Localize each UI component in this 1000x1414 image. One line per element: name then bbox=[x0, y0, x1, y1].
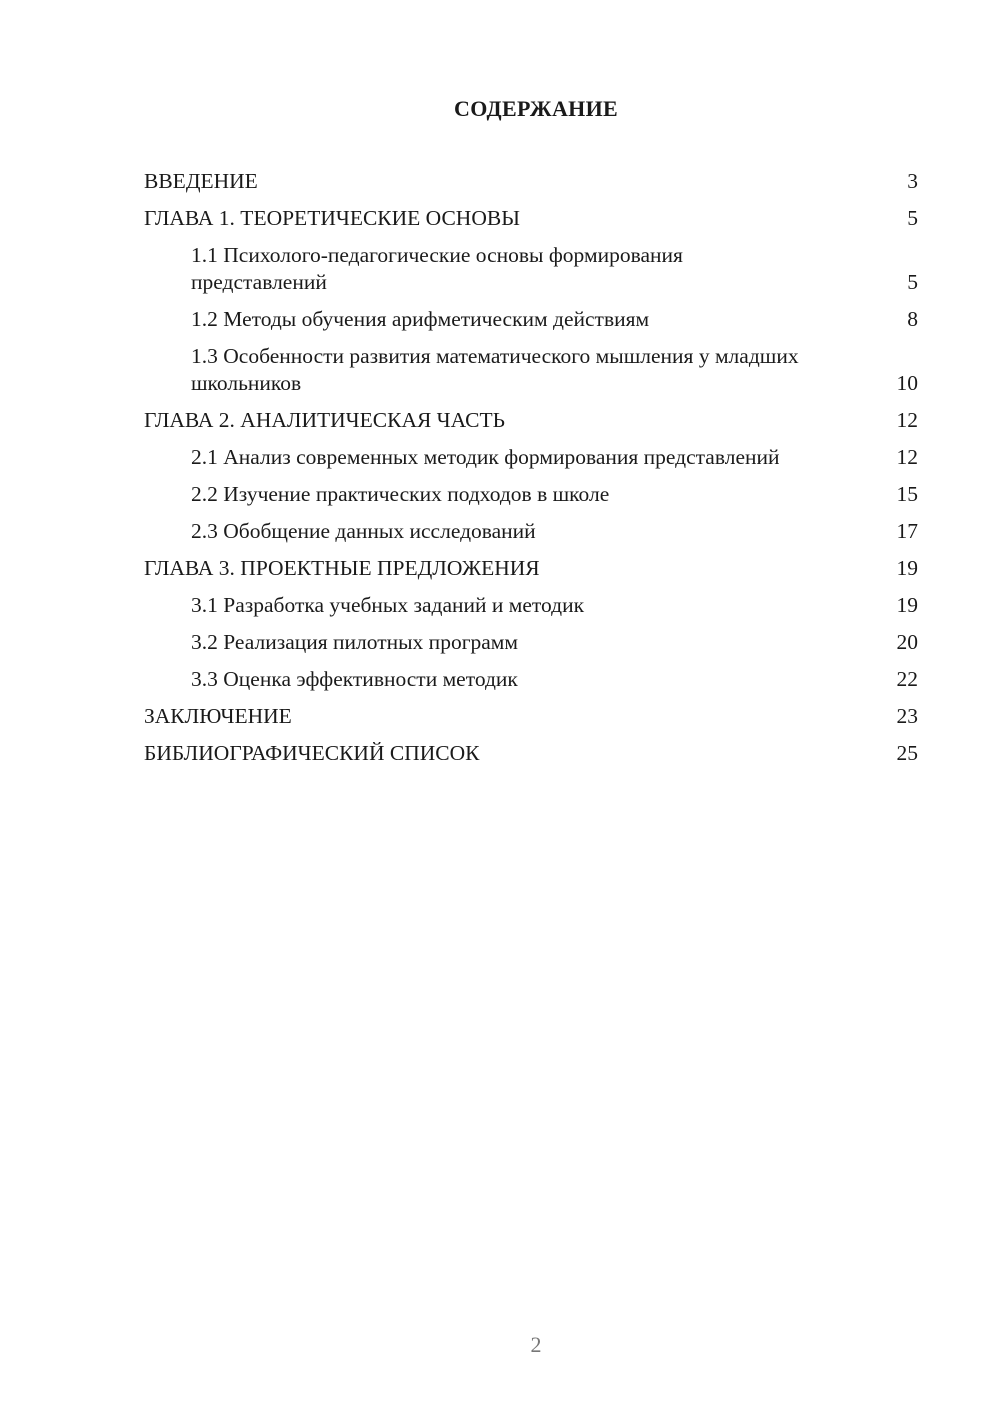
toc-entry-page: 23 bbox=[896, 704, 918, 728]
toc-entry-section-2-2[interactable] bbox=[144, 481, 918, 508]
toc-entry-page: 25 bbox=[896, 741, 918, 765]
toc-entry-label: ГЛАВА 3. ПРОЕКТНЫЕ ПРЕДЛОЖЕНИЯ bbox=[144, 556, 540, 580]
toc-entry-page: 19 bbox=[896, 556, 918, 580]
toc-entry-bibliography[interactable] bbox=[144, 740, 918, 767]
toc-entry-label: 1.2 Методы обучения арифметическим действиям bbox=[191, 307, 650, 331]
toc-entry-label: ВВЕДЕНИЕ bbox=[144, 169, 258, 193]
toc-entry-label: 3.3 Оценка эффективности методик bbox=[191, 667, 518, 691]
toc-entry-introduction[interactable] bbox=[144, 168, 918, 195]
toc-entry-page: 8 bbox=[907, 307, 918, 331]
toc-entry-section-2-3[interactable] bbox=[144, 518, 918, 545]
toc-entry-page: 12 bbox=[896, 445, 918, 469]
toc-entry-label: 2.2 Изучение практических подходов в школе bbox=[191, 482, 610, 506]
toc-entry-section-2-1[interactable] bbox=[144, 444, 918, 471]
toc-entry-label: 3.2 Реализация пилотных программ bbox=[191, 630, 519, 654]
toc-entry-page: 5 bbox=[907, 270, 918, 294]
toc-entry-section-3-2[interactable] bbox=[144, 629, 918, 656]
toc-entry-label: ГЛАВА 2. АНАЛИТИЧЕСКАЯ ЧАСТЬ bbox=[144, 408, 505, 432]
toc-entry-section-1-3[interactable] bbox=[144, 343, 918, 397]
toc-entry-page: 15 bbox=[896, 482, 918, 506]
toc-entry-page: 12 bbox=[896, 408, 918, 432]
toc-entry-page: 10 bbox=[896, 371, 918, 395]
toc-entry-label: ЗАКЛЮЧЕНИЕ bbox=[144, 704, 292, 728]
toc-entry-label: 1.1 Психолого-педагогические основы формирования представлений bbox=[191, 243, 683, 294]
toc-entry-section-1-2[interactable] bbox=[144, 306, 918, 333]
toc-entry-page: 17 bbox=[896, 519, 918, 543]
toc-entry-label: 1.3 Особенности развития математического мышления у младших школьников bbox=[191, 344, 799, 395]
toc-entry-label: 2.3 Обобщение данных исследований bbox=[191, 519, 536, 543]
toc-entry-chapter-3[interactable] bbox=[144, 555, 918, 582]
toc-entry-page: 20 bbox=[896, 630, 918, 654]
toc-entry-conclusion[interactable] bbox=[144, 703, 918, 730]
toc-entry-page: 22 bbox=[896, 667, 918, 691]
table-of-contents bbox=[144, 168, 918, 777]
page-number: 2 bbox=[530, 1332, 542, 1357]
toc-entry-page: 5 bbox=[907, 206, 918, 230]
toc-title: СОДЕРЖАНИЕ bbox=[454, 96, 618, 121]
toc-entry-section-1-1[interactable] bbox=[144, 242, 918, 296]
toc-entry-page: 3 bbox=[907, 169, 918, 193]
toc-entry-page: 19 bbox=[896, 593, 918, 617]
toc-entry-label: ГЛАВА 1. ТЕОРЕТИЧЕСКИЕ ОСНОВЫ bbox=[144, 206, 520, 230]
toc-entry-label: 3.1 Разработка учебных заданий и методик bbox=[191, 593, 585, 617]
toc-entry-section-3-3[interactable] bbox=[144, 666, 918, 693]
toc-entry-chapter-2[interactable] bbox=[144, 407, 918, 434]
toc-entry-section-3-1[interactable] bbox=[144, 592, 918, 619]
toc-entry-label: 2.1 Анализ современных методик формирования представлений bbox=[191, 445, 780, 469]
toc-entry-chapter-1[interactable] bbox=[144, 205, 918, 232]
toc-entry-label: БИБЛИОГРАФИЧЕСКИЙ СПИСОК bbox=[144, 741, 480, 765]
